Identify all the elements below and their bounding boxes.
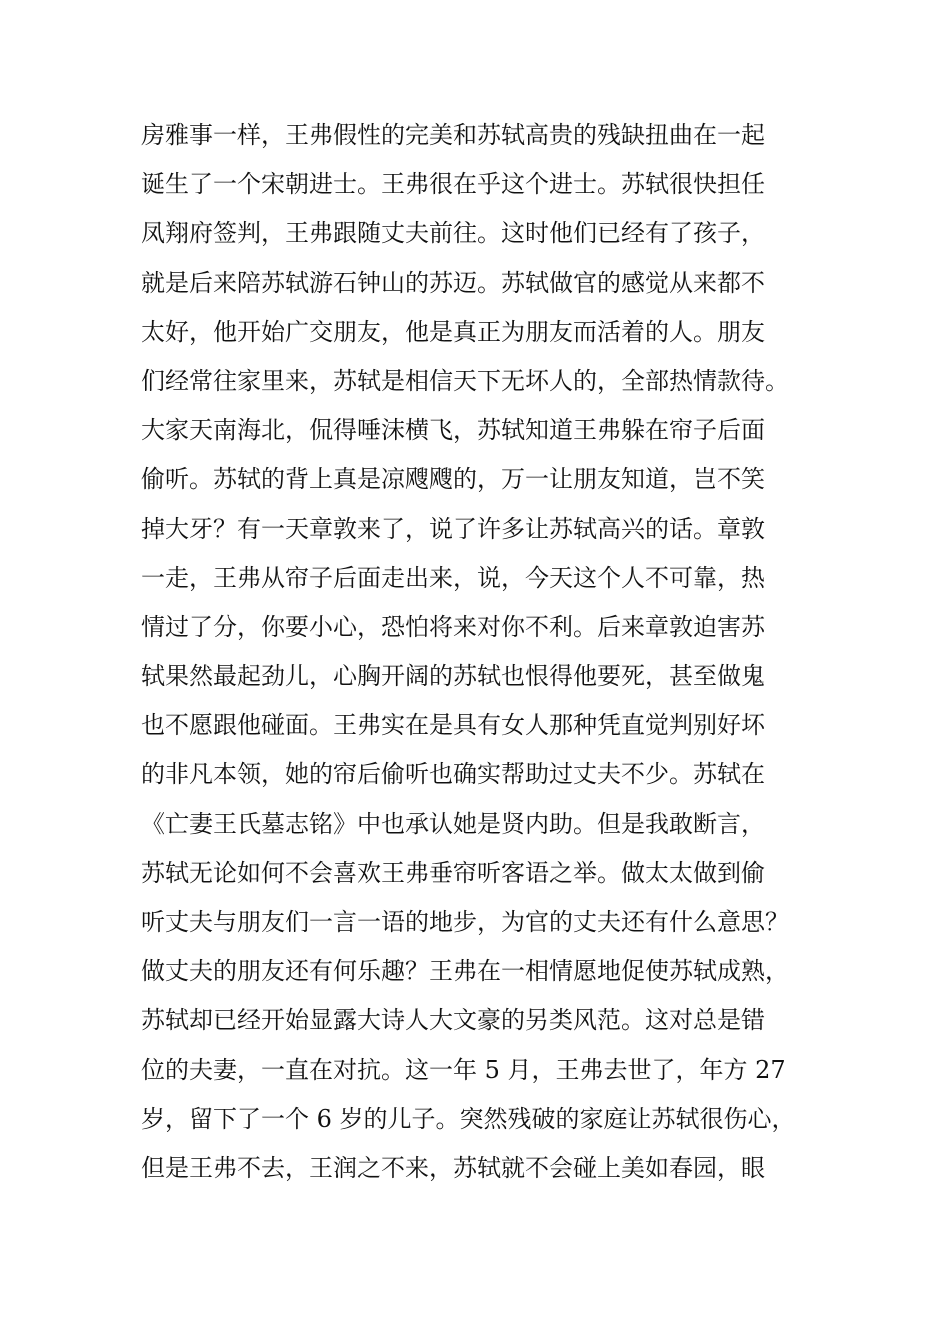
text-line-11: 情过了分，你要小心，恐怕将来对你不利。后来章敦迫害苏 (141, 612, 765, 641)
text-line-18: 做丈夫的朋友还有何乐趣？王弗在一相情愿地促使苏轼成熟， (141, 957, 789, 986)
text-line-6: 们经常往家里来，苏轼是相信天下无坏人的，全部热情款待。 (141, 366, 789, 395)
text-line-3: 凤翔府签判，王弗跟随丈夫前往。这时他们已经有了孩子， (141, 219, 765, 248)
text-line-1: 房雅事一样，王弗假性的完美和苏轼高贵的残缺扭曲在一起 (141, 121, 765, 149)
text-line-14: 的非凡本领，她的帘后偷听也确实帮助过丈夫不少。苏轼在 (141, 760, 765, 789)
text-line-16: 苏轼无论如何不会喜欢王弗垂帘听客语之举。做太太做到偷 (141, 858, 765, 887)
text-line-9: 掉大牙？有一天章敦来了，说了许多让苏轼高兴的话。章敦 (141, 514, 765, 543)
text-line-7: 大家天南海北，侃得唾沫横飞，苏轼知道王弗躲在帘子后面 (141, 416, 765, 445)
text-line-2: 诞生了一个宋朝进士。王弗很在乎这个进士。苏轼很快担任 (141, 170, 765, 199)
text-line-12: 轼果然最起劲儿，心胸开阔的苏轼也恨得他要死，甚至做鬼 (141, 662, 765, 691)
text-line-8: 偷听。苏轼的背上真是凉飕飕的，万一让朋友知道，岂不笑 (141, 465, 765, 494)
text-line-21: 岁，留下了一个 6 岁的儿子。突然残破的家庭让苏轼很伤心， (141, 1104, 796, 1133)
text-line-4: 就是后来陪苏轼游石钟山的苏迈。苏轼做官的感觉从来都不 (141, 268, 765, 297)
text-line-20: 位的夫妻，一直在对抗。这一年 5 月，王弗去世了，年方 27 (141, 1055, 786, 1084)
text-line-10: 一走，王弗从帘子后面走出来，说，今天这个人不可靠，热 (141, 563, 765, 592)
text-line-15: 《亡妻王氏墓志铭》中也承认她是贤内助。但是我敢断言， (141, 809, 765, 838)
text-line-5: 太好，他开始广交朋友，他是真正为朋友而活着的人。朋友 (141, 317, 765, 346)
text-line-22: 但是王弗不去，王润之不来，苏轼就不会碰上美如春园，眼 (141, 1153, 765, 1182)
text-line-13: 也不愿跟他碰面。王弗实在是具有女人那种凭直觉判别好坏 (141, 711, 765, 740)
text-line-19: 苏轼却已经开始显露大诗人大文豪的另类风范。这对总是错 (141, 1006, 765, 1035)
body-text (141, 111, 841, 1193)
text-line-17: 听丈夫与朋友们一言一语的地步，为官的丈夫还有什么意思？ (141, 908, 789, 936)
